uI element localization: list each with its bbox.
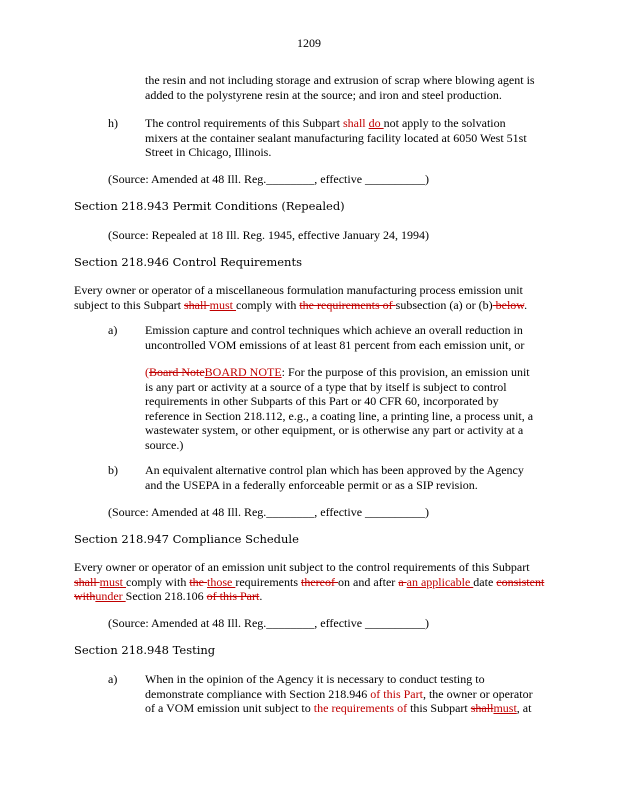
testing-item-a-paragraph: When in the opinion of the Agency it is necessary to conduct testing to demonstrate compliance with Section 218.946 of this Part, the owner or operator of a VOM emission unit subject to the requirements of this Subpart shallmust, at <box>145 672 533 715</box>
item-label-a-948: a) <box>108 672 118 686</box>
item-a-paragraph: Emission capture and control techniques which achieve an overall reduction in uncontrolled VOM emissions of at least 81 percent from each emission unit, or <box>145 323 525 352</box>
page-number: 1209 <box>297 36 321 50</box>
item-h-paragraph: The control requirements of this Subpart shall do not apply to the solvation mixers at the container sealant manufacturing facility located at 6050 West 51st Street in Chicago, Illinois. <box>145 116 527 159</box>
section-heading-943: Section 218.943 Permit Conditions (Repealed) <box>74 199 345 213</box>
source-note-943: (Source: Repealed at 18 Ill. Reg. 1945, effective January 24, 1994) <box>108 228 430 242</box>
item-label-h: h) <box>108 116 118 130</box>
item-b-paragraph: An equivalent alternative control plan which has been approved by the Agency and the USEPA in a federally enforceable permit or as a SIP revision. <box>145 463 524 492</box>
item-label-a: a) <box>108 323 118 337</box>
lead-in-paragraph: the resin and not including storage and extrusion of scrap where blowing agent is added to the polystyrene resin at the source; and iron and steel production. <box>145 73 535 102</box>
section-heading-947: Section 218.947 Compliance Schedule <box>74 532 299 546</box>
board-note-paragraph: (Board NoteBOARD NOTE: For the purpose of this provision, an emission unit is any part or activity at a source of a type that by itself is subject to control requirements in other Subparts of this Part or 40 CFR 60, incorporated by reference in Section 218.112, e.g., a coating line, a printing line, a process unit, a wastewater system, or other equipment, or is otherwise any part or activity at a source.) <box>145 365 534 452</box>
source-note-946: (Source: Amended at 48 Ill. Reg.________, effective __________) <box>108 505 430 519</box>
section-947-paragraph: Every owner or operator of an emission unit subject to the control requirements of this Subpart shall must comply with the those requirements thereof on and after a an applicable date consistent withunder Section 218.106 of this Part. <box>74 560 545 603</box>
source-note-947: (Source: Amended at 48 Ill. Reg.________, effective __________) <box>108 616 430 630</box>
section-946-paragraph: Every owner or operator of a miscellaneous formulation manufacturing process emission unit subject to this Subpart shall must comply with the requirements of subsection (a) or (b) below. <box>74 283 528 312</box>
source-note: (Source: Amended at 48 Ill. Reg.________, effective __________) <box>108 172 430 186</box>
section-heading-946: Section 218.946 Control Requirements <box>74 255 302 269</box>
item-label-b: b) <box>108 463 118 477</box>
section-heading-948: Section 218.948 Testing <box>74 643 216 657</box>
